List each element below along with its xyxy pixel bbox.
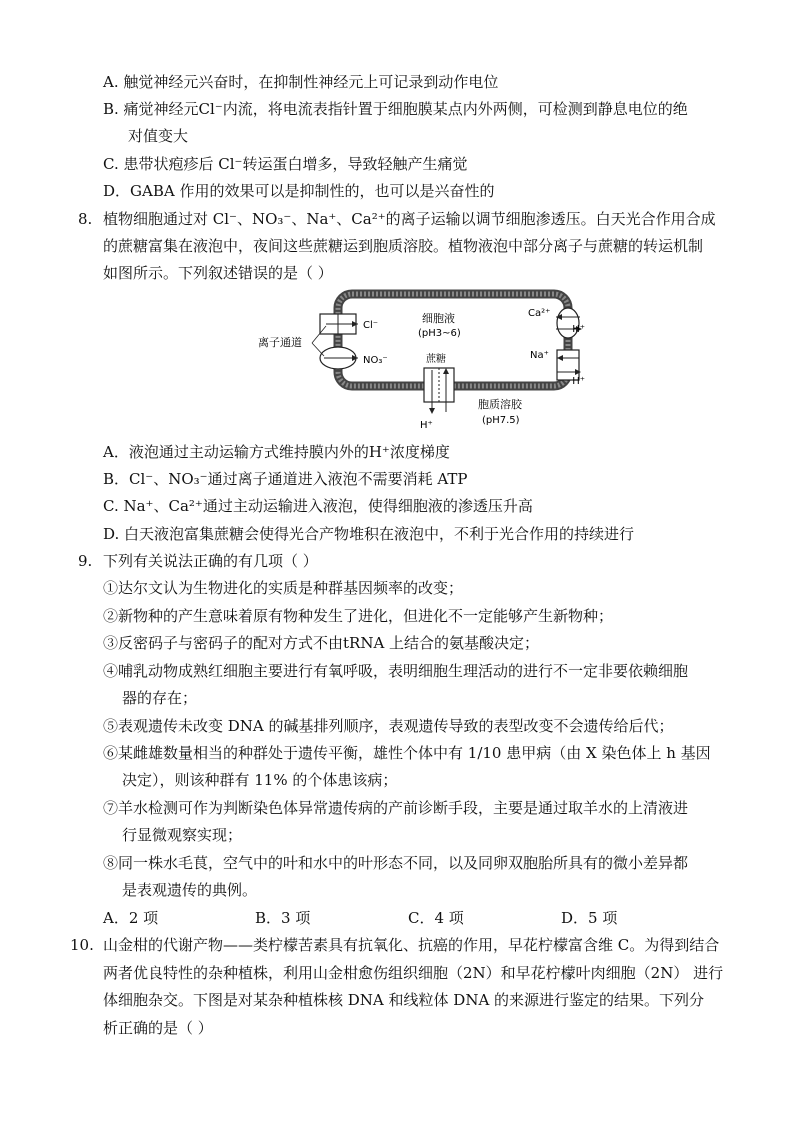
ca-h-label: H⁺	[572, 324, 585, 335]
sucrose-h-label: H⁺	[420, 420, 433, 431]
sucrose-transporter	[424, 368, 454, 414]
cytosol-ph: (pH7.5)	[482, 415, 520, 426]
q9-statement-5: ⑤表观遗传未改变 DNA 的碱基排列顺序，表观遗传导致的表型改变不会遗传给后代；	[103, 717, 674, 735]
q10-stem-3: 体细胞杂交。下图是对某杂种植株核 DNA 和线粒体 DNA 的来源进行鉴定的结果。下列分	[103, 991, 705, 1009]
q7-option-c: C. 患带状疱疹后 Cl⁻转运蛋白增多，导致轻触产生痛觉	[103, 155, 468, 173]
q8-stem-2: 的蔗糖富集在液泡中，夜间这些蔗糖运到胞质溶胶。植物液泡中部分离子与蔗糖的转运机制	[103, 237, 704, 255]
q9-stem: 下列有关说法正确的有几项（ ）	[103, 552, 318, 570]
vacuole-ph: (pH3~6)	[418, 328, 461, 339]
q9-option-b: B．3 项	[255, 909, 311, 927]
q9-statement-6: ⑥某雌雄数量相当的种群处于遗传平衡，雄性个体中有 1/10 患甲病（由 X 染色体上 h 基因	[103, 744, 711, 762]
q10-number: 10.	[70, 936, 94, 954]
q10-stem-4: 析正确的是（ ）	[103, 1019, 213, 1037]
q9-statement-4: ④哺乳动物成熟红细胞主要进行有氧呼吸，表明细胞生理活动的进行不一定非要依赖细胞	[103, 662, 689, 680]
q9-number: 9.	[78, 552, 93, 570]
cl-channel	[320, 314, 358, 334]
channel-label: 离子通道	[258, 336, 302, 349]
q7-option-b-cont: 对值变大	[128, 127, 189, 145]
na-h-label: H⁺	[572, 376, 585, 387]
q7-option-a: A. 触觉神经元兴奋时，在抑制性神经元上可记录到动作电位	[103, 73, 499, 91]
vacuole-label: 细胞液	[422, 312, 455, 325]
q10-stem-2: 两者优良特性的杂种植株，利用山金柑愈伤组织细胞（2N）和早花柠檬叶肉细胞（2N） 进行	[103, 964, 724, 982]
q8-option-b: B．Cl⁻、NO₃⁻通过离子通道进入液泡不需要消耗 ATP	[103, 470, 468, 488]
q9-statement-8-cont: 是表观遗传的典例。	[122, 881, 258, 899]
q9-statement-2: ②新物种的产生意味着原有物种发生了进化，但进化不一定能够产生新物种；	[103, 607, 614, 625]
q9-statement-1: ①达尔文认为生物进化的实质是种群基因频率的改变；	[103, 579, 464, 597]
na-label: Na⁺	[530, 350, 549, 361]
q8-option-a: A．液泡通过主动运输方式维持膜内外的H⁺浓度梯度	[103, 443, 450, 461]
q7-option-b: B. 痛觉神经元Cl⁻内流，将电流表指针置于细胞膜某点内外两侧，可检测到静息电位的绝	[103, 100, 688, 118]
q9-statement-4-cont: 器的存在；	[122, 689, 198, 707]
ca-label: Ca²⁺	[528, 308, 551, 319]
sucrose-label: 蔗糖	[426, 354, 446, 365]
q7-option-d: D．GABA 作用的效果可以是抑制性的，也可以是兴奋性的	[103, 182, 495, 200]
q9-option-a: A．2 项	[103, 909, 159, 927]
q9-option-c: C．4 项	[408, 909, 464, 927]
transport-diagram	[250, 286, 590, 436]
no3-channel	[320, 347, 358, 369]
q8-stem-1: 植物细胞通过对 Cl⁻、NO₃⁻、Na⁺、Ca²⁺的离子运输以调节细胞渗透压。白天光合作用合成	[103, 210, 716, 228]
cl-label: Cl⁻	[363, 320, 379, 331]
cytosol-label: 胞质溶胶	[478, 398, 522, 411]
q9-option-d: D．5 项	[561, 909, 618, 927]
no3-label: NO₃⁻	[363, 355, 388, 366]
q9-statement-3: ③反密码子与密码子的配对方式不由tRNA 上结合的氨基酸决定；	[103, 634, 540, 652]
q9-statement-7: ⑦羊水检测可作为判断染色体异常遗传病的产前诊断手段，主要是通过取羊水的上清液进	[103, 799, 689, 817]
q10-stem-1: 山金柑的代谢产物——类柠檬苦素具有抗氧化、抗癌的作用，早花柠檬富含维 C。为得到结合	[103, 936, 720, 954]
q9-statement-8: ⑧同一株水毛茛，空气中的叶和水中的叶形态不同，以及同卵双胞胎所具有的微小差异都	[103, 854, 689, 872]
q8-option-d: D. 白天液泡富集蔗糖会使得光合产物堆积在液泡中，不利于光合作用的持续进行	[103, 525, 635, 543]
q9-statement-7-cont: 行显微观察实现；	[122, 826, 243, 844]
q8-number: 8.	[78, 210, 93, 228]
q8-stem-3: 如图所示。下列叙述错误的是（ ）	[103, 264, 333, 282]
q8-option-c: C. Na⁺、Ca²⁺通过主动运输进入液泡，使得细胞液的渗透压升高	[103, 497, 533, 515]
q9-statement-6-cont: 决定），则该种群有 11% 的个体患该病；	[122, 771, 398, 789]
